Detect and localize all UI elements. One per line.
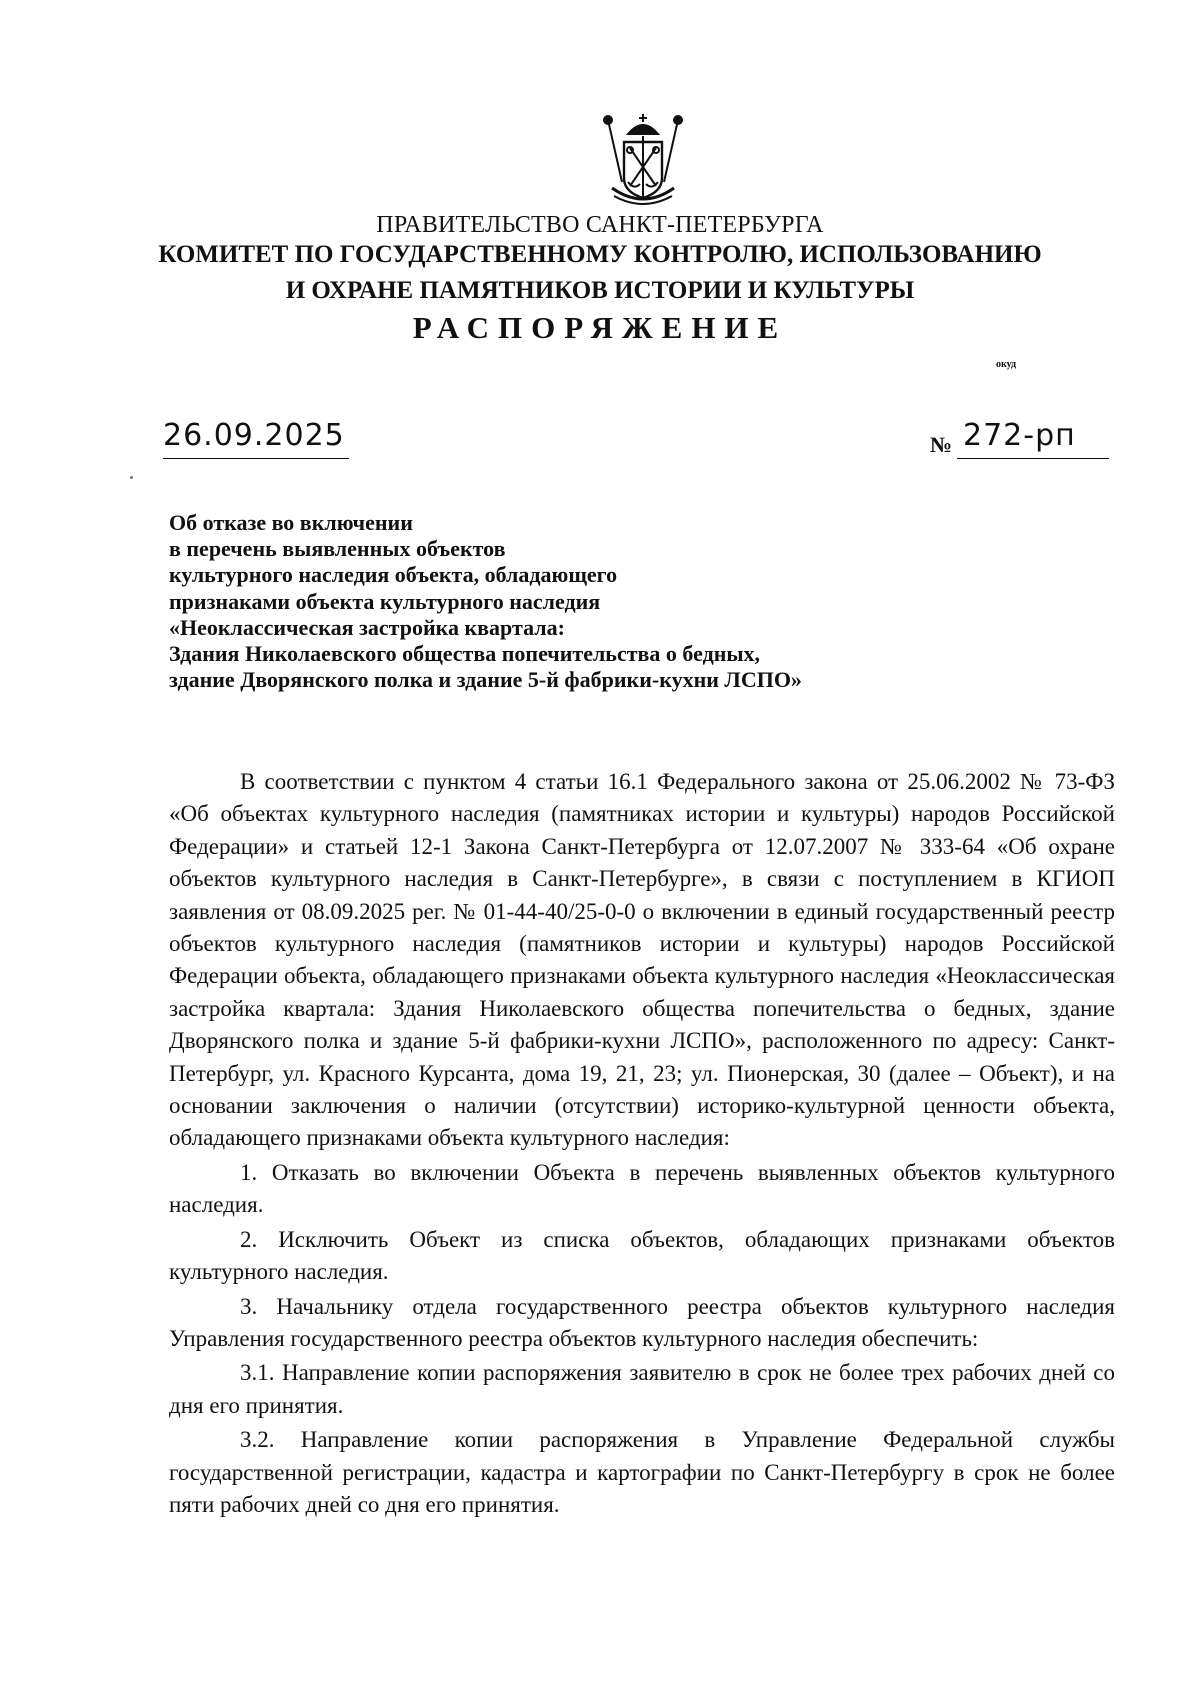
- item-3-1: 3.1. Направление копии распоряжения заявителю в срок не более трех рабочих дней со дня его принятия.: [169, 1360, 1115, 1418]
- item-1: 1. Отказать во включении Объекта в перечень выявленных объектов культурного наследия.: [169, 1159, 1115, 1218]
- item-3: 3. Начальнику отдела государственного реестра объектов культурного наследия Управления государственного реестра объектов культурного наследия обеспечить:: [169, 1293, 1115, 1351]
- preamble-paragraph: В соответствии с пунктом 4 статьи 16.1 Федерального закона от 25.06.2002 № 73-ФЗ «Об объектах культурного наследия (памятниках истории и культуры) народов Российской Федерации» и статьей 12-1 Закона Санкт-Петербурга от 12.07.2007 № 333-64 «Об охране объектов культурного наследия в Санкт-Петербурге», в связи с поступлением в КГИОП заявления от 08.09.2025 рег. № 01-44-40/25-0-0 о включении в единый государственный реестр объектов культурного наследия (памятников истории и культуры) народов Российской Федерации объекта, обладающего признаками объекта культурного наследия «Неоклассическая застройка квартала: Здания Николаевского общества попечительства о бедных, здание Дворянского полка и здание 5-й фабрики-кухни ЛСПО», расположенного по адресу: Санкт-Петербург, ул. Красного Курсанта, дома 19, 21, 23; ул. Пионерская, 30 (далее – Объект), и на основании заключения о наличии (отсутствии) историко-культурной ценности объекта, обладающего признаками объекта культурного наследия:: [169, 769, 1115, 1151]
- document-type: РАСПОРЯЖЕНИЕ: [412, 310, 788, 345]
- title-line: признаками объекта культурного наследия: [169, 588, 601, 614]
- okud-label: окуд: [996, 359, 1017, 370]
- committee-name-line-1: КОМИТЕТ ПО ГОСУДАРСТВЕННОМУ КОНТРОЛЮ, ИСПОЛЬЗОВАНИЮ: [158, 241, 1042, 268]
- saint-petersburg-coat-of-arms-icon: [598, 112, 688, 210]
- item-3-2: 3.2. Направление копии распоряжения в Управление Федеральной службы государственной регистрации, кадастра и картографии по Санкт-Петербургу в срок не более пяти рабочих дней со дня его принятия.: [169, 1427, 1115, 1517]
- title-line: в перечень выявленных объектов: [169, 536, 506, 562]
- document-body: [169, 766, 1115, 1521]
- item-2: 2. Исключить Объект из списка объектов, обладающих признаками объектов культурного наследия.: [169, 1226, 1115, 1285]
- date-field: [163, 414, 349, 459]
- document-title: [169, 510, 929, 693]
- government-name: ПРАВИТЕЛЬСТВО САНКТ-ПЕТЕРБУРГА: [376, 212, 824, 238]
- number-field: [957, 414, 1109, 459]
- title-line: культурного наследия объекта, обладающего: [169, 562, 618, 588]
- number-label: №: [930, 432, 953, 457]
- scan-speck: [130, 476, 133, 479]
- document-number: 272-рп: [963, 418, 1076, 453]
- title-line: «Неоклассическая застройка квартала:: [169, 614, 565, 640]
- committee-name-line-2: И ОХРАНЕ ПАМЯТНИКОВ ИСТОРИИ И КУЛЬТУРЫ: [285, 277, 915, 304]
- document-date: 26.09.2025: [163, 418, 345, 453]
- title-line: Об отказе во включении: [169, 510, 413, 535]
- title-line: здание Дворянского полка и здание 5-й фабрики-кухни ЛСПО»: [169, 667, 802, 693]
- title-line: Здания Николаевского общества попечительства о бедных,: [169, 641, 761, 667]
